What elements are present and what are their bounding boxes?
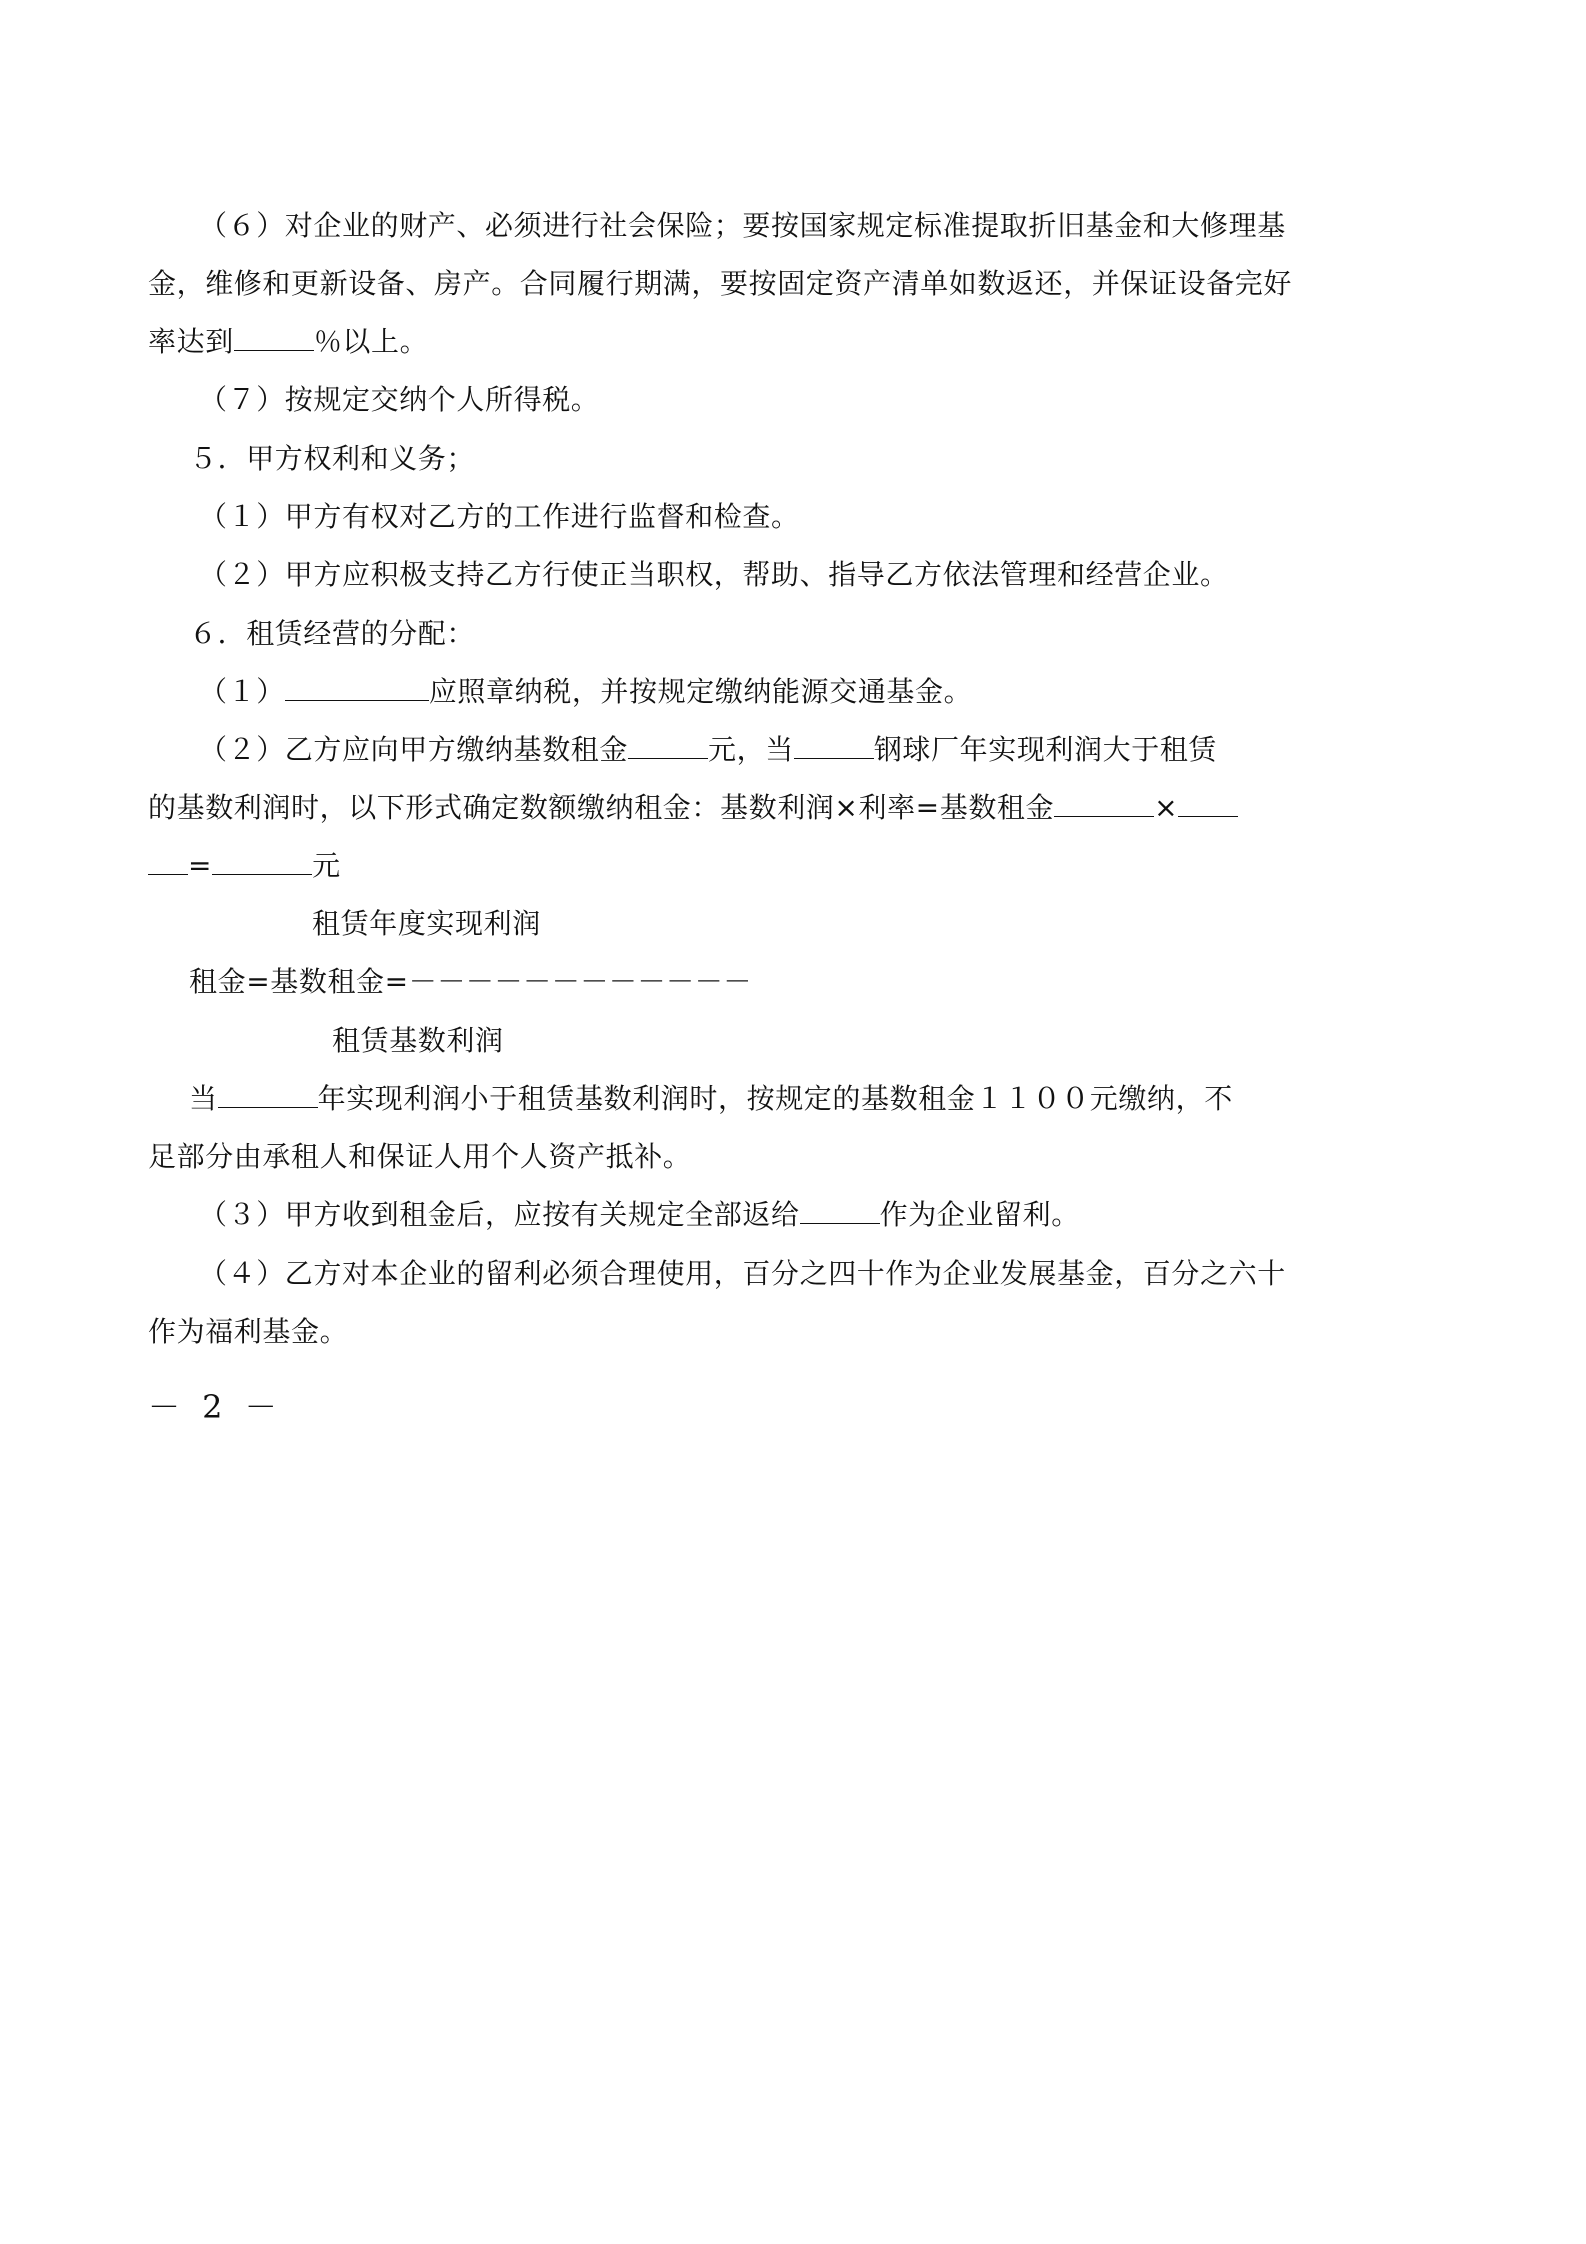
fill-in-blank[interactable] — [794, 730, 874, 759]
text: × — [1154, 791, 1179, 824]
section-heading: ５．甲方权利和义务； — [189, 442, 476, 475]
text: = — [188, 849, 213, 882]
text: 年实现利润小于租赁基数利润时，按规定的基数租金１１００元缴纳，不 — [317, 1082, 1233, 1115]
fill-in-blank[interactable] — [1178, 788, 1238, 817]
text-line — [199, 1254, 1286, 1294]
fill-in-blank[interactable] — [148, 846, 188, 875]
fill-in-blank[interactable] — [1054, 788, 1154, 817]
text: 租赁基数利润 — [332, 1024, 504, 1057]
fill-in-blank[interactable] — [218, 1079, 318, 1108]
text-line — [189, 614, 475, 654]
fill-in-blank[interactable] — [628, 730, 708, 759]
text-line — [148, 264, 1292, 304]
text: （６）对企业的财产、必须进行社会保险；要按国家规定标准提取折旧基金和大修理基 — [199, 209, 1286, 242]
formula-numerator — [312, 904, 541, 944]
text-line — [148, 322, 428, 362]
text: 租赁年度实现利润 — [312, 907, 541, 940]
text: （１）甲方有权对乙方的工作进行监督和检查。 — [199, 500, 800, 533]
text: 作为企业留利。 — [879, 1198, 1080, 1231]
formula-line — [189, 962, 752, 1002]
text: 作为福利基金。 — [148, 1315, 349, 1348]
text: 足部分由承租人和保证人用个人资产抵补。 — [148, 1140, 692, 1173]
text: 钢球厂年实现利润大于租赁 — [873, 733, 1218, 766]
text-line — [148, 788, 1238, 828]
text: （２）甲方应积极支持乙方行使正当职权，帮助、指导乙方依法管理和经营企业。 — [199, 558, 1229, 591]
text: （４）乙方对本企业的留利必须合理使用，百分之四十作为企业发展基金，百分之六十 — [199, 1257, 1286, 1290]
text-line — [189, 439, 475, 479]
text-line — [199, 206, 1286, 246]
text: 金，维修和更新设备、房产。合同履行期满，要按固定资产清单如数返还，并保证设备完好 — [148, 267, 1293, 300]
text: 当 — [189, 1082, 218, 1115]
text-line — [199, 497, 800, 537]
text: 率达到 — [148, 325, 234, 358]
text: （１） — [199, 675, 285, 708]
text: 的基数利润时，以下形式确定数额缴纳租金：基数利润×利率=基数租金 — [148, 791, 1055, 824]
text-line — [148, 1312, 348, 1352]
page-number: － 2 － — [148, 1388, 283, 1426]
text-line — [199, 730, 1217, 770]
text: 元 — [312, 849, 341, 882]
fill-in-blank[interactable] — [800, 1195, 880, 1224]
fill-in-blank[interactable] — [285, 672, 429, 701]
text: （３）甲方收到租金后，应按有关规定全部返给 — [199, 1198, 800, 1231]
text-line — [199, 672, 972, 712]
text-line — [199, 380, 599, 420]
text: 元，当 — [708, 733, 794, 766]
text: 应照章纳税，并按规定缴纳能源交通基金。 — [428, 675, 973, 708]
section-heading: ６．租赁经营的分配： — [189, 617, 476, 650]
text-line — [189, 1079, 1233, 1119]
text: 租金=基数租金=－－－－－－－－－－－－ — [189, 965, 752, 998]
text-line — [148, 1137, 691, 1177]
fill-in-blank[interactable] — [234, 322, 314, 351]
fill-in-blank[interactable] — [212, 846, 312, 875]
text-line — [199, 555, 1229, 595]
text: ％以上。 — [313, 325, 429, 358]
text: （２）乙方应向甲方缴纳基数租金 — [199, 733, 629, 766]
formula-denominator — [332, 1021, 504, 1061]
text-line — [148, 846, 341, 886]
text-line — [199, 1195, 1080, 1235]
text: （７）按规定交纳个人所得税。 — [199, 383, 600, 416]
